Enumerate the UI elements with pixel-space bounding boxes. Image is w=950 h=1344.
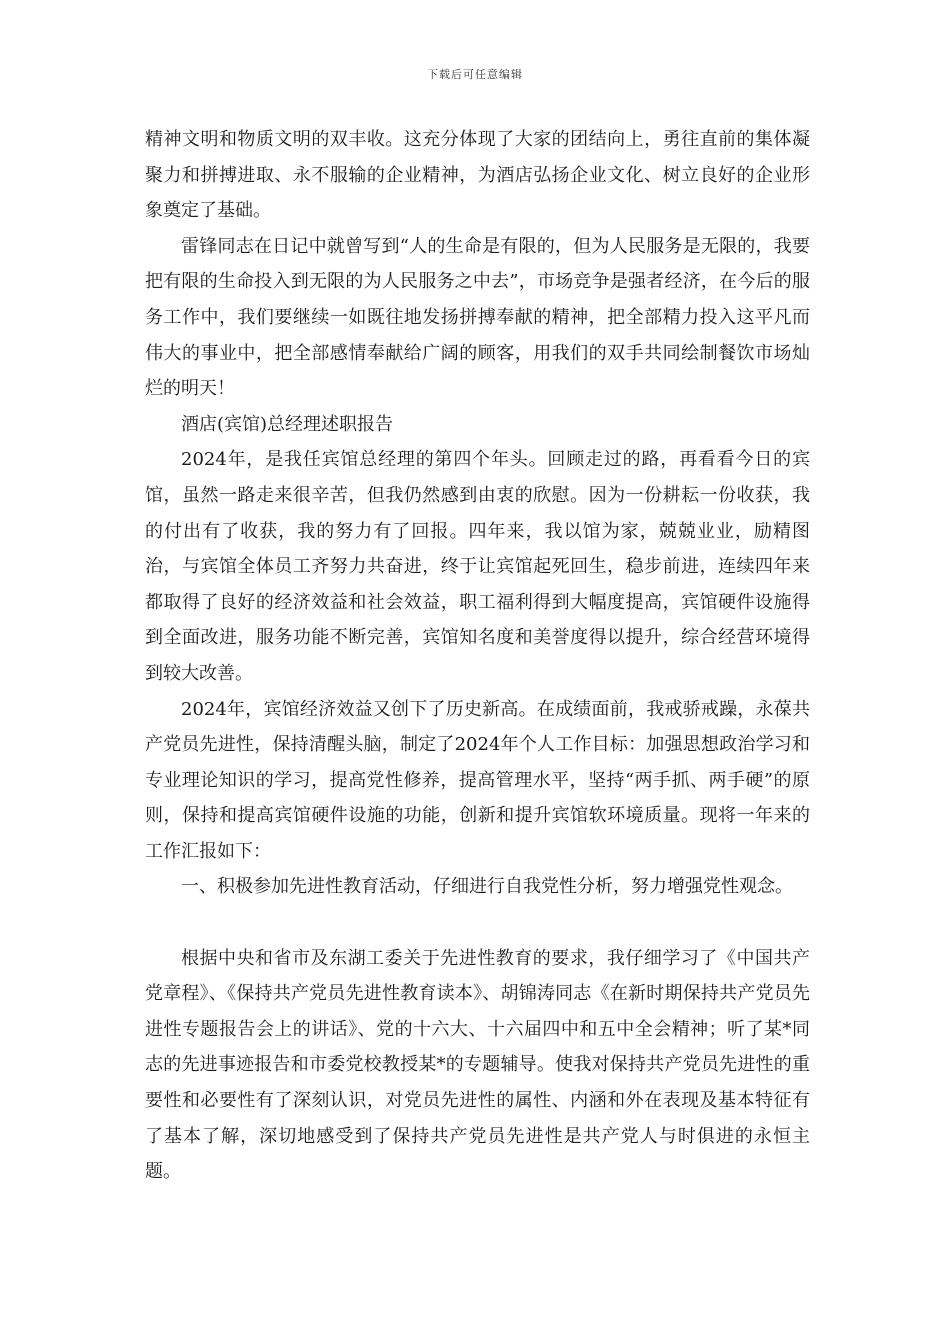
paragraph-fourth-year: 2024年，是我任宾馆总经理的第四个年头。回顾走过的路，再看看今日的宾馆，虽然一路走来很辛苦，但我仍然感到由衷的欣慰。因为一份耕耘一份收获，我的付出有了收获，我的努力有了回报。四年来，我以馆为家，兢兢业业，励精图治，与宾馆全体员工齐努力共奋进，终于让宾馆起死回生，稳步前进，连续四年来都取得了良好的经济效益和社会效益，职工福利得到大幅度提高，宾馆硬件设施得到全面改进，服务功能不断完善，宾馆知名度和美誉度得以提升，综合经营环境得到较大改善。 — [145, 449, 810, 684]
paragraph-record-year: 2024年，宾馆经济效益又创下了历史新高。在成绩面前，我戒骄戒躁，永葆共产党员先进性，保持清醒头脑，制定了2024年个人工作目标：加强思想政治学习和专业理论知识的学习，提高党性修养，提高管理水平，坚持“两手抓、两手硬”的原则，保持和提高宾馆硬件设施的功能，创新和提升宾馆软环境质量。现将一年来的工作汇报如下： — [145, 698, 810, 862]
paragraph-study: 根据中央和省市及东湖工委关于先进性教育的要求，我仔细学习了《中国共产党章程》、《保持共产党员先进性教育读本》、胡锦涛同志《在新时期保持共产党员先进性专题报告会上的讲话》、党的十六大、十六届四中和五中全会精神；听了某*同志的先进事迹报告和市委党校教授某*的专题辅导。使我对保持共产党员先进性的重要性和必要性有了深刻认识，对党员先进性的属性、内涵和外在表现及基本特征有了基本了解，深切地感受到了保持共产党员先进性是共产党人与时俱进的永恒主题。 — [145, 947, 810, 1183]
paragraph-leifeng-quote: 雷锋同志在日记中就曾写到“人的生命是有限的，但为人民服务是无限的，我要把有限的生命投入到无限的为人民服务之中去”，市场竞争是强者经济，在今后的服务工作中，我们要继续一如既往地发扬拼搏奉献的精神，把全部精力投入这平凡而伟大的事业中，把全部感情奉献给广阔的顾客，用我们的双手共同绘制餐饮市场灿烂的明天！ — [145, 235, 810, 400]
document-body — [145, 122, 810, 1190]
report-title: 酒店(宾馆)总经理述职报告 — [181, 413, 394, 435]
page-header: 下载后可任意编辑 — [427, 68, 523, 81]
blank-line — [145, 905, 810, 941]
paragraph-continuation: 精神文明和物质文明的双丰收。这充分体现了大家的团结向上，勇往直前的集体凝聚力和拼搏进取、永不服输的企业精神，为酒店弘扬企业文化、树立良好的企业形象奠定了基础。 — [145, 129, 810, 222]
section-heading-one: 一、积极参加先进性教育活动，仔细进行自我党性分析，努力增强党性观念。 — [181, 876, 793, 898]
